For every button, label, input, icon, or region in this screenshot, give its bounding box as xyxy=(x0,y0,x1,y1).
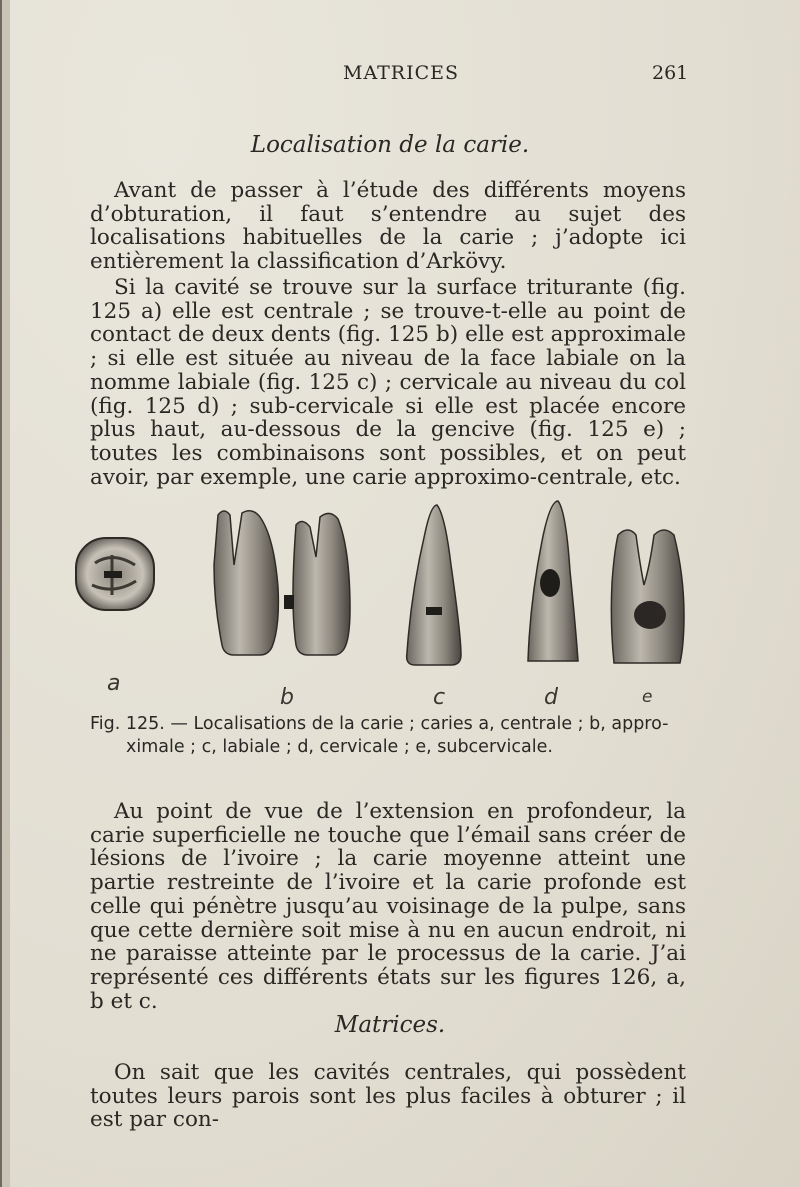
figure-caption-line2: ximale ; c, labiale ; d, cervicale ; e, subcervicale. xyxy=(126,737,553,757)
section-heading-matrices: Matrices. xyxy=(334,1012,446,1038)
paragraph-classification: Si la cavité se trouve sur la surface triturante (fig. 125 a) elle est centrale ; se trouve-t-elle au point de contact de deux dents (fig. 125 b) elle est approximale ; si elle est située au niveau de la face labiale on la nomme labiale (fig. 125 c) ; cervicale au niveau du col (fig. 125 d) ; sub-cervicale si elle est placée encore plus haut, au-dessous de la gencive (fig. 125 e) ; toutes les combinaisons sont possibles, et on peut avoir, par exemple, une carie approximo-centrale, etc. xyxy=(90,275,686,490)
paragraph-depth: Au point de vue de l’extension en profondeur, la carie superficielle ne touche que l’émail sans créer de lésions de l’ivoire ; la carie moyenne atteint une partie restreinte de l’ivoire et la carie profonde est celle qui pénètre jusqu’au voisinage de la pulpe, sans que cette dernière soit mise à nu en aucun endroit, ni ne paraisse atteinte par le processus de la carie. J’ai représenté ces différents états sur les figures 126, a, b et c. xyxy=(90,799,686,1014)
tooth-c-labial xyxy=(407,505,461,665)
figure-label-e: e xyxy=(642,687,653,707)
tooth-a-occlusal xyxy=(76,538,154,610)
tooth-e-subcervical xyxy=(611,530,684,663)
figure-label-d: d xyxy=(544,685,558,710)
figure-label-c: c xyxy=(433,685,446,710)
paragraph-intro: Avant de passer à l’étude des différents moyens d’obturation, il faut s’entendre au sujet des localisations habituelles de la carie ; j’adopte ici entièrement la classification d’Arkövy. xyxy=(90,178,686,275)
running-head-title: MATRICES xyxy=(343,62,460,84)
figure-125 xyxy=(0,495,800,715)
figure-caption-line1: Fig. 125. — Localisations de la carie ; caries a, centrale ; b, appro- xyxy=(90,714,669,734)
section-heading-localisation: Localisation de la carie. xyxy=(250,132,530,158)
tooth-b-pair xyxy=(214,511,350,655)
running-head xyxy=(0,62,800,92)
figure-label-b: b xyxy=(280,685,294,710)
paragraph-matrices: On sait que les cavités centrales, qui possèdent toutes leurs parois sont les plus faciles à obturer ; il est par con- xyxy=(90,1060,686,1133)
figure-caption xyxy=(90,713,690,759)
page-number: 261 xyxy=(652,62,689,84)
figure-label-a: a xyxy=(107,671,121,696)
tooth-d-cervical xyxy=(528,501,578,661)
